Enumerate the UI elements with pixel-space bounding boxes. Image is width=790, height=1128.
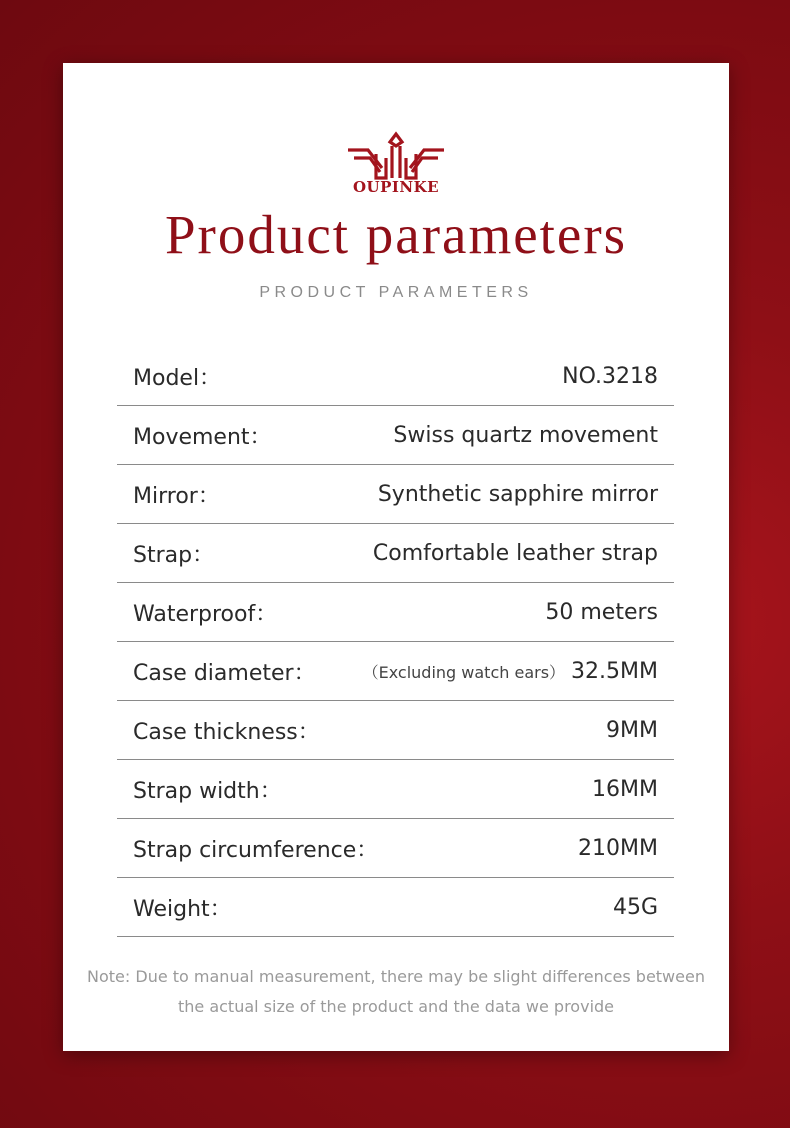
param-row-mirror bbox=[117, 466, 674, 524]
param-label: Weight： bbox=[133, 897, 232, 922]
page-title: Product parameters bbox=[164, 204, 628, 265]
param-label: Strap circumference： bbox=[133, 838, 379, 863]
param-row-strap-width bbox=[117, 761, 674, 819]
param-row-case-thickness bbox=[117, 702, 674, 760]
param-value: 50 meters bbox=[545, 600, 658, 625]
param-row-strap-circumference bbox=[117, 820, 674, 878]
measurement-note bbox=[83, 962, 709, 1022]
param-label: Movement： bbox=[133, 425, 272, 450]
param-label: Waterproof： bbox=[133, 602, 278, 627]
note-line-1: Note: Due to manual measurement, there may be slight differences between bbox=[87, 967, 705, 986]
param-value: 32.5MM bbox=[571, 659, 658, 684]
note-line-2: the actual size of the product and the data we provide bbox=[177, 997, 615, 1016]
param-label: Model： bbox=[133, 366, 222, 391]
param-row-case-diameter bbox=[117, 643, 674, 701]
parameters-table bbox=[117, 348, 674, 938]
param-row-movement bbox=[117, 407, 674, 465]
param-label: Mirror： bbox=[133, 484, 220, 509]
param-row-model bbox=[117, 348, 674, 406]
param-value-group bbox=[363, 659, 658, 684]
param-value: 210MM bbox=[578, 836, 658, 861]
param-label: Strap width： bbox=[133, 779, 282, 804]
param-value: 9MM bbox=[606, 718, 658, 743]
param-value: 45G bbox=[612, 895, 658, 920]
param-value: Swiss quartz movement bbox=[393, 423, 658, 448]
page-subtitle: PRODUCT PARAMETERS bbox=[259, 284, 533, 301]
param-label: Case thickness： bbox=[133, 720, 320, 745]
param-value: 16MM bbox=[592, 777, 658, 802]
param-row-waterproof bbox=[117, 584, 674, 642]
param-row-weight bbox=[117, 879, 674, 937]
param-label: Case diameter： bbox=[133, 661, 316, 686]
parameters-card bbox=[63, 63, 729, 1051]
param-value: NO.3218 bbox=[562, 364, 658, 389]
param-row-strap bbox=[117, 525, 674, 583]
param-value: Synthetic sapphire mirror bbox=[377, 482, 658, 507]
param-label: Strap： bbox=[133, 543, 215, 568]
param-note: （Excluding watch ears） bbox=[362, 663, 566, 682]
param-value: Comfortable leather strap bbox=[372, 541, 658, 566]
brand-name: OUPINKE bbox=[352, 178, 440, 196]
